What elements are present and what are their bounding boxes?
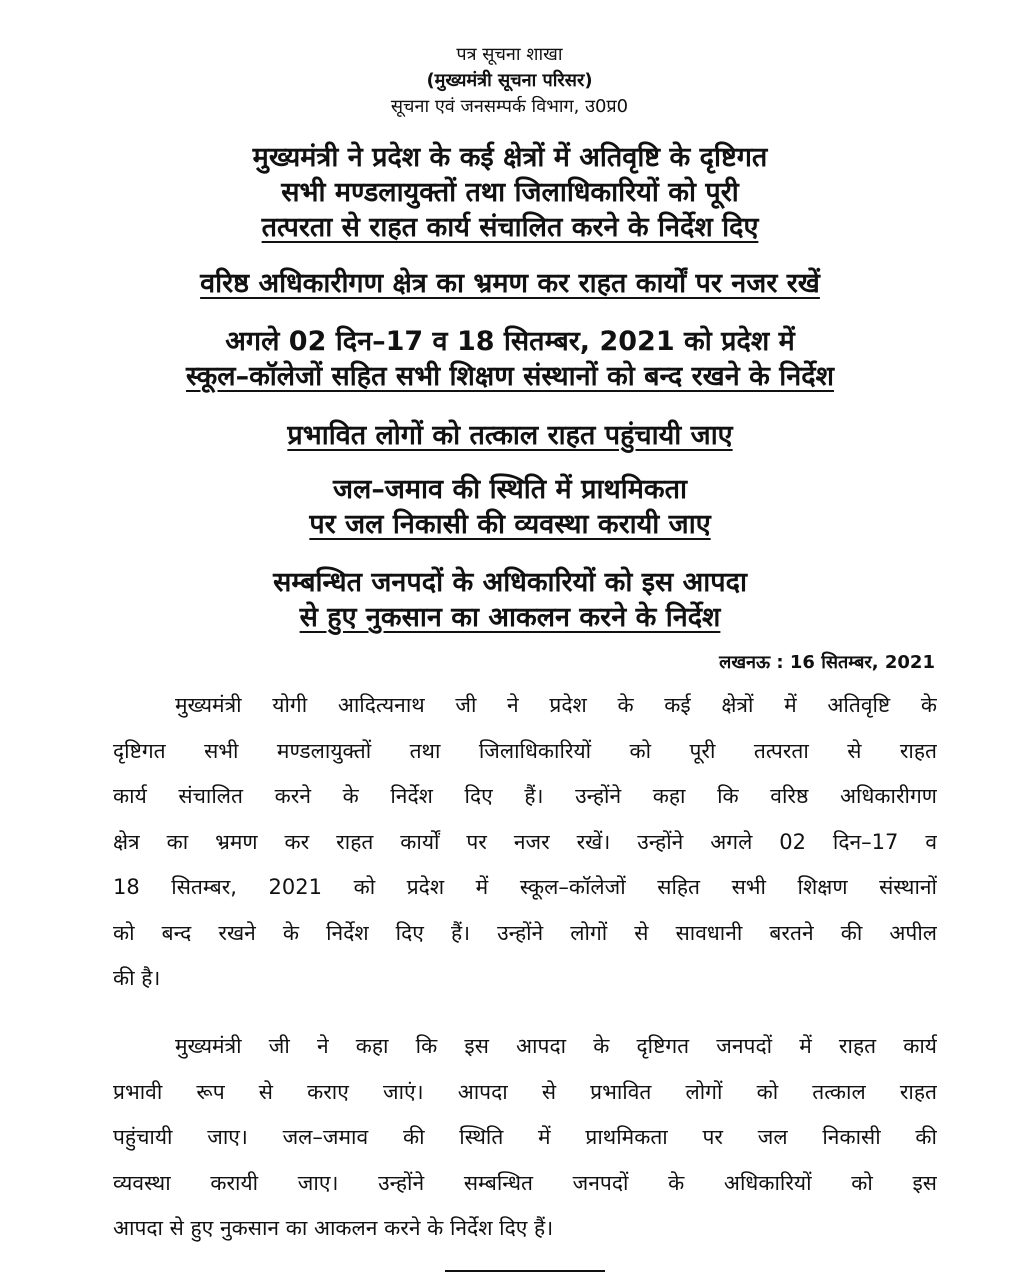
body-line: की है।: [113, 966, 161, 990]
headline-4: [60, 418, 960, 453]
body-line: क्षेत्र का भ्रमण कर राहत कार्यों पर नजर रखें। उन्होंने अगले 02 दिन–17 व: [113, 829, 937, 854]
body-line: प्रभावी रूप से कराए जाएं। आपदा से प्रभावित लोगों को तत्काल राहत: [113, 1079, 937, 1104]
body-line: कार्य संचालित करने के निर्देश दिए हैं। उन्होंने कहा कि वरिष्ठ अधिकारीगण: [113, 784, 937, 808]
headline-line: वरिष्ठ अधिकारीगण क्षेत्र का भ्रमण कर राहत कार्यों पर नजर रखें: [200, 268, 820, 299]
headline-3: [60, 324, 960, 394]
body-line: आपदा से हुए नुकसान का आकलन करने के निर्देश दिए हैं।: [113, 1216, 554, 1240]
body-paragraph-2: [113, 1024, 937, 1252]
headline-line: स्कूल–कॉलेजों सहित सभी शिक्षण संस्थानों को बन्द रखने के निर्देश: [186, 361, 834, 392]
body-line: मुख्यमंत्री जी ने कहा कि इस आपदा के दृष्टिगत जनपदों में राहत कार्य: [175, 1034, 937, 1058]
body-paragraph-1: [113, 683, 937, 1002]
body-line: 18 सितम्बर, 2021 को प्रदेश में स्कूल–कॉलेजों सहित सभी शिक्षण संस्थानों: [113, 875, 937, 899]
headline-5: [60, 472, 960, 542]
body-line: को बन्द रखने के निर्देश दिए हैं। उन्होंने लोगों से सावधानी बरतने की अपील: [113, 920, 937, 945]
body-line: व्यवस्था करायी जाए। उन्होंने सम्बन्धित जनपदों के अधिकारियों को इस: [113, 1170, 937, 1195]
headline-line: मुख्यमंत्री ने प्रदेश के कई क्षेत्रों में अतिवृष्टि के दृष्टिगत: [252, 142, 768, 173]
body-line: पहुंचायी जाए। जल–जमाव की स्थिति में प्राथमिकता पर जल निकासी की: [113, 1125, 937, 1149]
headline-line: सभी मण्डलायुक्तों तथा जिलाधिकारियों को पूरी: [281, 177, 739, 208]
headline-line: पर जल निकासी की व्यवस्था करायी जाए: [309, 509, 711, 540]
headline-2: [60, 266, 960, 301]
headline-6: [60, 565, 960, 635]
headline-line: सम्बन्धित जनपदों के अधिकारियों को इस आपदा: [273, 567, 747, 598]
headline-line: से हुए नुकसान का आकलन करने के निर्देश: [299, 602, 721, 633]
body-line: दृष्टिगत सभी मण्डलायुक्तों तथा जिलाधिकारियों को पूरी तत्परता से राहत: [113, 738, 937, 763]
department-branch: पत्र सूचना शाखा: [456, 44, 563, 65]
headline-line: प्रभावित लोगों को तत्काल राहत पहुंचायी जाए: [287, 420, 733, 451]
headline-line: जल–जमाव की स्थिति में प्राथमिकता: [333, 474, 687, 505]
headline-line: तत्परता से राहत कार्य संचालित करने के निर्देश दिए: [261, 212, 759, 243]
body-line: मुख्यमंत्री योगी आदित्यनाथ जी ने प्रदेश के कई क्षेत्रों में अतिवृष्टि के: [175, 693, 937, 717]
department-name: सूचना एवं जनसम्पर्क विभाग, उ0प्र0: [390, 96, 629, 117]
headline-line: अगले 02 दिन–17 व 18 सितम्बर, 2021 को प्रदेश में: [225, 326, 795, 357]
headline-main: [60, 140, 960, 245]
department-office: (मुख्यमंत्री सूचना परिसर): [426, 70, 593, 91]
end-divider: [445, 1270, 605, 1272]
dateline: लखनऊ : 16 सितम्बर, 2021: [719, 652, 935, 673]
